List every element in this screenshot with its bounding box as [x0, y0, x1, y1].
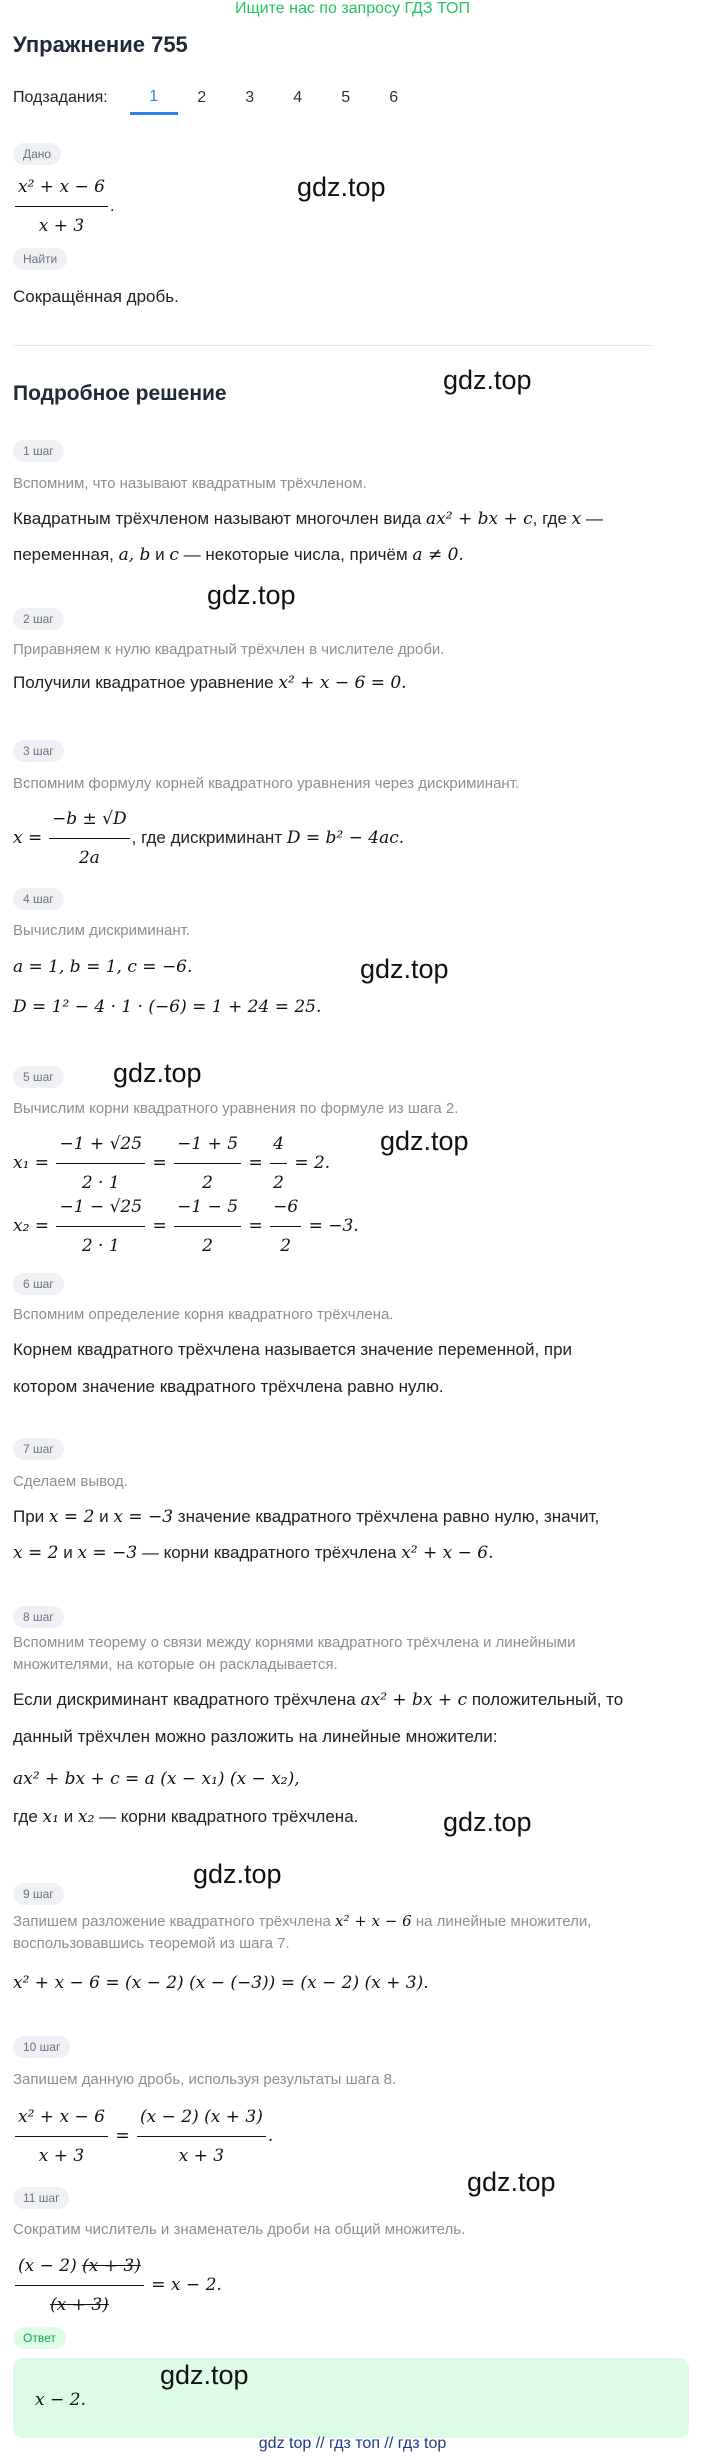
- footer-links[interactable]: gdz top // гдз топ // гдз top: [258, 2435, 447, 2452]
- step-8-math: x₁: [42, 1807, 59, 1827]
- cancelled-factor: (x + 3): [82, 2256, 141, 2276]
- step-5-math: x₂ =: [13, 1216, 50, 1236]
- step-5-math: = 2.: [294, 1153, 331, 1173]
- step-1-line-2: [13, 538, 685, 572]
- frac-den: 2: [280, 1236, 292, 1256]
- step-8-text: где: [13, 1807, 38, 1826]
- step-2-math: x² + x − 6 = 0.: [278, 673, 407, 693]
- frac-den: 2 · 1: [81, 1236, 120, 1256]
- step-7-badge: 7 шаг: [13, 1438, 64, 1460]
- step-3-fraction: [49, 802, 130, 875]
- step-5-math: =: [248, 1153, 263, 1173]
- step-3-math: x =: [13, 827, 43, 848]
- step-1-math: x: [571, 509, 582, 529]
- step-5-math: =: [152, 1153, 167, 1173]
- answer-value: x − 2.: [35, 2390, 86, 2410]
- watermark: gdz.top: [297, 172, 386, 202]
- step-8-math: x₂: [77, 1807, 95, 1827]
- step-1-math: ax² + bx + c: [426, 509, 533, 529]
- step-1-math: a ≠ 0.: [412, 545, 464, 565]
- tab-5[interactable]: 5: [341, 89, 351, 106]
- watermark: gdz.top: [207, 580, 296, 610]
- step-10-math: .: [267, 2126, 274, 2146]
- step-4-line-1: a = 1, b = 1, c = −6.: [13, 957, 193, 977]
- step-10-badge: 10 шаг: [13, 2036, 70, 2058]
- step-11-note: Сократим числитель и знаменатель дроби на общий множитель.: [13, 2221, 466, 2238]
- step-11-math: = x − 2.: [151, 2275, 222, 2295]
- step-9-note-text: на линейные множители,: [415, 1913, 592, 1930]
- step-8-text: и: [63, 1807, 74, 1826]
- step-6-text-1: Корнем квадратного трёхчлена называется значение переменной, при: [13, 1340, 573, 1359]
- step-5-note: Вычислим корни квадратного уравнения по формуле из шага 2.: [13, 1100, 459, 1117]
- step-1-math: a, b: [118, 545, 151, 565]
- step-9-badge: 9 шаг: [13, 1883, 64, 1905]
- frac-num: −1 − 5: [174, 1190, 241, 1227]
- step-4-note: Вычислим дискриминант.: [13, 922, 190, 939]
- factor: (x − 2): [18, 2256, 77, 2276]
- tab-4[interactable]: 4: [293, 89, 303, 106]
- step-3-line: [13, 802, 685, 875]
- step-5-fraction: [174, 1190, 241, 1263]
- given-badge: Дано: [13, 143, 61, 165]
- step-1-text: — некоторые числа, причём: [183, 545, 408, 564]
- step-7-text: — корни квадратного трёхчлена: [141, 1543, 397, 1562]
- step-10-math: =: [115, 2126, 130, 2146]
- step-1-text: Квадратным трёхчленом называют многочлен вида: [13, 509, 422, 528]
- step-8-line-2: данный трёхчлен можно разложить на линейные множители:: [13, 1727, 498, 1746]
- step-1-text: и: [155, 545, 165, 564]
- step-7-text: значение квадратного трёхчлена равно нулю, значит,: [177, 1507, 600, 1526]
- step-2-text: Получили квадратное уравнение: [13, 673, 274, 692]
- frac-num: −1 + √25: [56, 1127, 145, 1164]
- step-3-numerator: −b ± √D: [49, 802, 130, 839]
- step-3-text: , где дискриминант: [131, 827, 283, 847]
- step-9-note-math: x² + x − 6: [335, 1912, 412, 1930]
- step-7-text: и: [99, 1507, 109, 1526]
- step-8-text: Если дискриминант квадратного трёхчлена: [13, 1690, 356, 1709]
- step-9-note: [13, 1910, 685, 1955]
- frac-num: −1 + 5: [174, 1127, 241, 1164]
- step-11-formula: [13, 2249, 685, 2322]
- watermark: gdz.top: [160, 2360, 249, 2390]
- step-1-text: —: [586, 509, 603, 528]
- step-2-note: Приравняем к нулю квадратный трёхчлен в числителе дроби.: [13, 641, 445, 658]
- step-5-math: x₁ =: [13, 1153, 50, 1173]
- step-3-math: D = b² − 4ac.: [286, 827, 405, 848]
- step-3-badge: 3 шаг: [13, 740, 64, 762]
- step-8-line-3: [13, 1800, 685, 1834]
- watermark: gdz.top: [193, 1859, 282, 1889]
- step-9-note-line: воспользовавшись теоремой из шага 7.: [13, 1935, 290, 1952]
- given-fraction: [15, 170, 108, 243]
- subtasks-label: Подзадания:: [13, 89, 108, 106]
- step-7-math: x² + x − 6.: [401, 1543, 494, 1563]
- frac-num: (x − 2) (x + 3): [137, 2100, 266, 2137]
- step-8-math: ax² + bx + c: [360, 1690, 468, 1710]
- step-10-fraction: [15, 2100, 108, 2173]
- frac-num: −6: [270, 1190, 301, 1227]
- step-11-badge: 11 шаг: [13, 2187, 69, 2209]
- step-10-formula: [13, 2100, 685, 2173]
- step-8-note-line: Вспомним теорему о связи между корнями квадратного трёхчлена и линейными: [13, 1634, 576, 1651]
- frac-num: x² + x − 6: [15, 2100, 108, 2137]
- step-5-fraction: [56, 1190, 145, 1263]
- answer-badge: Ответ: [13, 2327, 66, 2349]
- watermark: gdz.top: [113, 1058, 202, 1088]
- solution-title: Подробное решение: [13, 382, 227, 405]
- step-10-note: Запишем данную дробь, используя результаты шага 8.: [13, 2071, 397, 2088]
- step-5-math: =: [248, 1216, 263, 1236]
- watermark: gdz.top: [380, 1126, 469, 1156]
- tab-6[interactable]: 6: [389, 89, 399, 106]
- step-7-math: x = 2: [48, 1507, 95, 1527]
- step-7-text: При: [13, 1507, 45, 1526]
- given-denominator: x + 3: [38, 216, 85, 236]
- step-8-note: [13, 1632, 685, 1676]
- tab-1[interactable]: 1: [130, 82, 178, 115]
- step-1-badge: 1 шаг: [13, 440, 64, 462]
- step-2-badge: 2 шаг: [13, 608, 64, 630]
- watermark: gdz.top: [443, 1807, 532, 1837]
- step-7-math: x = −3: [77, 1543, 138, 1563]
- step-7-math: x = 2: [13, 1543, 59, 1563]
- step-9-formula: x² + x − 6 = (x − 2) (x − (−3)) = (x − 2) (x + 3).: [13, 1973, 429, 1993]
- subtasks-bar: [13, 78, 418, 118]
- frac-num: [15, 2249, 144, 2286]
- find-badge: Найти: [13, 248, 67, 270]
- cancelled-denominator: (x + 3): [50, 2295, 109, 2315]
- step-1-text: переменная,: [13, 545, 114, 564]
- frac-den: 2 · 1: [81, 1173, 120, 1193]
- frac-den: 2: [273, 1173, 284, 1193]
- step-1-text: , где: [532, 509, 567, 528]
- step-10-fraction: [137, 2100, 266, 2173]
- step-1-note: Вспомним, что называют квадратным трёхчленом.: [13, 475, 367, 492]
- step-5-x2: [13, 1190, 685, 1263]
- step-4-line-2: D = 1² − 4 · 1 · (−6) = 1 + 24 = 25.: [13, 997, 322, 1017]
- given-dot: .: [109, 195, 115, 215]
- step-1-math: c: [169, 545, 179, 565]
- step-5-fraction: [270, 1190, 301, 1263]
- frac-num: −1 − √25: [56, 1190, 145, 1227]
- frac-num: 4: [270, 1127, 287, 1164]
- step-9-note-text: Запишем разложение квадратного трёхчлена: [13, 1913, 331, 1930]
- step-5-badge: 5 шаг: [13, 1066, 64, 1088]
- tab-2[interactable]: 2: [197, 89, 207, 106]
- tab-3[interactable]: 3: [245, 89, 255, 106]
- page-title: Упражнение 755: [13, 32, 188, 57]
- step-7-note: Сделаем вывод.: [13, 1473, 128, 1490]
- step-4-badge: 4 шаг: [13, 888, 64, 910]
- given-numerator: x² + x − 6: [15, 170, 108, 207]
- search-banner: Ищите нас по запросу ГДЗ ТОП: [235, 0, 470, 17]
- step-8-note-line: множителями, на которые он раскладывается.: [13, 1656, 338, 1673]
- frac-den: x + 3: [38, 2146, 85, 2166]
- step-6-badge: 6 шаг: [13, 1273, 64, 1295]
- watermark: gdz.top: [467, 2167, 556, 2197]
- step-7-text: и: [63, 1543, 73, 1562]
- step-11-fraction: [15, 2249, 144, 2322]
- step-5-math: =: [152, 1216, 167, 1236]
- step-8-badge: 8 шаг: [13, 1606, 64, 1628]
- step-8-text: положительный, то: [471, 1690, 624, 1709]
- step-8-line-1: [13, 1683, 685, 1717]
- step-3-note: Вспомним формулу корней квадратного уравнения через дискриминант.: [13, 775, 520, 792]
- step-8-text: — корни квадратного трёхчлена.: [99, 1807, 359, 1826]
- frac-den: 2: [202, 1236, 213, 1256]
- watermark: gdz.top: [443, 365, 532, 395]
- step-2-line: [13, 666, 685, 700]
- frac-den: x + 3: [178, 2146, 225, 2166]
- step-7-line-1: [13, 1500, 685, 1534]
- step-7-line-2: [13, 1536, 685, 1570]
- step-1-line-1: [13, 502, 685, 536]
- frac-den: 2: [202, 1173, 213, 1193]
- step-3-denominator: 2a: [78, 848, 100, 868]
- divider: [13, 345, 653, 346]
- watermark: gdz.top: [360, 954, 449, 984]
- step-8-formula: ax² + bx + c = a (x − x₁) (x − x₂),: [13, 1769, 300, 1789]
- step-7-math: x = −3: [113, 1507, 174, 1527]
- step-5-math: = −3.: [308, 1216, 359, 1236]
- step-6-note: Вспомним определение корня квадратного трёхчлена.: [13, 1306, 394, 1323]
- find-text: Сокращённая дробь.: [13, 287, 179, 306]
- step-6-text-2: котором значение квадратного трёхчлена равно нулю.: [13, 1377, 444, 1396]
